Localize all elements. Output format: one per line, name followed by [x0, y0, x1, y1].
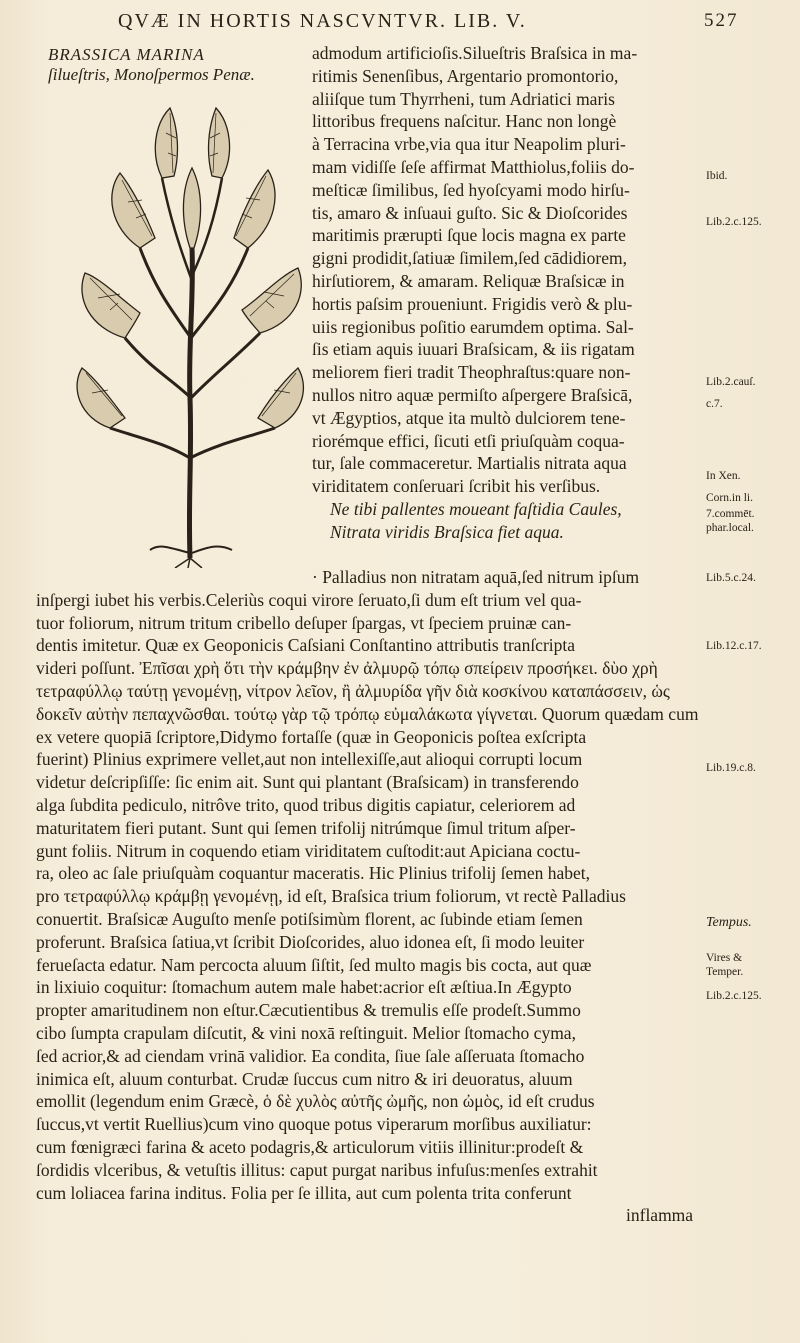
- margin-note: Temper.: [706, 966, 744, 978]
- text-line: meliorem fieri tradit Theophraſtus:quare non-: [312, 362, 631, 383]
- margin-note: phar.local.: [706, 522, 754, 534]
- text-line: τετραφύλλῳ ταύτῃ γενομένῃ, νίτρον λεῖον, ἢ ἀλμυρίδα γῆν διὰ κοσκίνου καταπάσσειν, ὡς: [36, 680, 670, 701]
- text-line: alga ſubdita pediculo, nitrôve trito, quod tribus digitis capiatur, celeriorem ad: [36, 794, 576, 815]
- right-column-text: [312, 42, 697, 544]
- margin-note: Lib.2.cauſ.: [706, 376, 756, 388]
- margin-note: Tempus.: [706, 915, 752, 930]
- text-line: admodum artificioſis.Silueſtris Braſsica in ma-: [312, 43, 638, 63]
- text-line: · Palladius non nitratam aquā,ſed nitrum ipſum: [312, 567, 640, 587]
- text-line: inſpergi iubet his verbis.Celeriùs coqui virore ſeruato,ſi dum eſt trium vel qua-: [36, 589, 582, 610]
- text-line: vt Ægyptios, atque ita multò dulciorem tene-: [312, 407, 626, 428]
- margin-note: Lib.2.c.125.: [706, 990, 762, 1002]
- page-number: 527: [704, 10, 739, 31]
- verse-line: Nitrata viridis Braſsica fiet aqua.: [330, 521, 564, 542]
- text-line: ra, oleo ac ſale priuſquàm coquantur maceratis. Hic Plinius trifolij ſemen habet,: [36, 863, 590, 884]
- margin-note: In Xen.: [706, 470, 741, 482]
- margin-note: Lib.2.c.125.: [706, 216, 762, 228]
- text-line: viriditatem conſeruari ſcribit his verſibus.: [312, 476, 601, 497]
- text-line: nullos nitro aquæ permiſto aſpergere Braſsicā,: [312, 384, 633, 405]
- text-line: ritimis Senenſibus, Argentario promontorio,: [312, 65, 619, 86]
- text-line: tur, ſale commaceretur. Martialis nitrata aqua: [312, 453, 627, 474]
- margin-note: c.7.: [706, 398, 723, 410]
- text-line: inimica eſt, aluum conturbat. Crudæ ſuccus cum nitro & iri deuoratus, aluum: [36, 1068, 573, 1089]
- text-line: cum fœnigræci farina & aceto podagris,& articulorum vitiis illinitur:prodeſt &: [36, 1136, 584, 1157]
- text-line: emollit (legendum enim Græcè, ὁ δὲ χυλὸς αὐτῆς ὠμῆς, non ὠμὸς, id eſt crudus: [36, 1091, 595, 1112]
- text-line: δοκεῖν αὐτὴν πεπαχνῶσθαι. τούτῳ γὰρ τῷ τρόπῳ εὐμαλάκωτα γίγνεται. Quorum quædam cum: [36, 703, 699, 724]
- margin-note: Lib.19.c.8.: [706, 762, 756, 774]
- text-line: mam vidiſſe ſeſe affirmat Matthiolus,foliis do-: [312, 156, 635, 177]
- text-line: hortis paſsim proueniunt. Frigidis verò & plu-: [312, 293, 633, 314]
- text-line: meſticæ ſimilibus, ſed hyoſcyami modo hirſu-: [312, 179, 630, 200]
- text-line: videtur deſcripſiſſe: ſic enim ait. Sunt qui plantant (Braſsicam) in transferendo: [36, 772, 579, 793]
- brassica-woodcut-illustration: [70, 98, 310, 568]
- text-line: fuerint) Plinius exprimere vellet,aut non intellexiſſe,aut alioqui corrupti locum: [36, 749, 583, 770]
- text-line: hirſutiorem, & amaram. Reliquæ Braſsicæ in: [312, 270, 625, 291]
- text-line: gigni prodidit,ſatiuæ ſimilem,ſed cādidiorem,: [312, 248, 627, 269]
- margin-note: Corn.in li.: [706, 492, 753, 504]
- text-line: proferunt. Braſsica ſatiua,vt ſcribit Dioſcorides, aluo idonea eſt, ſi modo leuiter: [36, 931, 585, 952]
- margin-note: Lib.5.c.24.: [706, 572, 756, 584]
- margin-note: Lib.12.c.17.: [706, 640, 762, 652]
- text-line: maturitatem fieri putant. Sunt qui ſemen trifolij nitrúmque ſimul tritum aſper-: [36, 817, 576, 838]
- text-line: videri poſſunt. Ἐπῖσαι χρὴ ὅτι τὴν κράμβην ἐν ἀλμυρῷ τόπῳ σπείρειν προσήκει. δὺο χρὴ: [36, 658, 658, 679]
- margin-note: 7.commēt.: [706, 508, 755, 520]
- margin-note: Vires &: [706, 952, 743, 964]
- text-line: ſis etiam aquis iuuari Braſsicam, & iis rigatam: [312, 339, 635, 360]
- text-line: ſed acrior,& ad ciendam vrinā validior. Ea condita, ſiue ſale aſſeruata ſtomacho: [36, 1045, 585, 1066]
- text-line: tis, amaro & inſuaui guſto. Sic & Dioſcorides: [312, 202, 628, 223]
- text-line: uiis regionibus poſitio earumdem optima. Sal-: [312, 316, 634, 337]
- text-line: aliiſque tum Thyrrheni, tum Adriatici maris: [312, 88, 615, 109]
- text-line: cibo ſumpta crapulam diſcutit, & vini noxā reſtinguit. Melior ſtomacho cyma,: [36, 1022, 576, 1043]
- full-width-text: [36, 566, 702, 1227]
- text-line: tuor foliorum, nitrum tritum cribello deſuper ſpargas, vt ſpeciem pruinæ can-: [36, 612, 572, 633]
- text-line: à Terracina vrbe,via qua itur Neapolim pluri-: [312, 134, 626, 155]
- text-line: littoribus frequens naſcitur. Hanc non longè: [312, 111, 617, 132]
- text-line: gunt foliis. Nitrum in coquendo etiam viriditatem cuſtodit:aut Apiciana coctu-: [36, 840, 581, 861]
- caption-line-1: BRASSICA MARINA: [48, 45, 205, 64]
- text-line: propter amaritudinem non eſtur.Cæcutientibus & tremulis eſſe prodeſt.Summo: [36, 1000, 581, 1021]
- header-title: QVÆ IN HORTIS NASCVNTVR. LIB. V.: [118, 10, 527, 32]
- text-line: ferueſacta edatur. Nam percocta aluum ſiſtit, ſed multo magis bis cocta, aut quæ: [36, 954, 592, 975]
- text-line: ſuccus,vt vertit Ruellius)cum vino quoque potus viperarum morſibus auxiliatur:: [36, 1114, 592, 1135]
- margin-note: Ibid.: [706, 170, 728, 182]
- text-line: riorémque effici, ſicuti etſi priuſquàm coqua-: [312, 430, 625, 451]
- text-line: maritimis prærupti ſque locis magna ex parte: [312, 225, 626, 246]
- caption-line-2: ſilueſtris, Monoſpermos Penæ.: [48, 65, 255, 84]
- text-line: ex vetere quopiā ſcriptore,Didymo fortaſſe (quæ in Geoponicis poſtea exſcripta: [36, 726, 587, 747]
- text-line: pro τετραφύλλῳ κράμβῃ γενομένῃ, id eſt, Braſsica trium foliorum, vt rectè Palladius: [36, 886, 626, 907]
- running-header: [118, 10, 739, 33]
- text-line: ſordidis vlceribus, & vetuſtis illitus: caput purgat naribus infuſus:menſes extrahit: [36, 1159, 598, 1180]
- verse-line: Ne tibi pallentes moueant faſtidia Caules,: [330, 498, 622, 519]
- text-line: in lixiuio coquitur: ſtomachum autem male habet:acrior eſt æſtiua.In Ægypto: [36, 977, 572, 998]
- text-line: dentis imitetur. Quæ ex Geoponicis Caſsiani Conſtantino attributis tranſcripta: [36, 635, 576, 656]
- text-line-catchword: inflamma: [626, 1205, 694, 1226]
- text-line: conuertit. Braſsicæ Auguſto menſe potiſsimùm florent, ac ſubinde etiam ſemen: [36, 908, 583, 929]
- text-line: cum loliacea farina inditus. Folia per ſe illita, aut cum polenta trita conferunt: [36, 1182, 572, 1203]
- figure-caption: [48, 45, 255, 85]
